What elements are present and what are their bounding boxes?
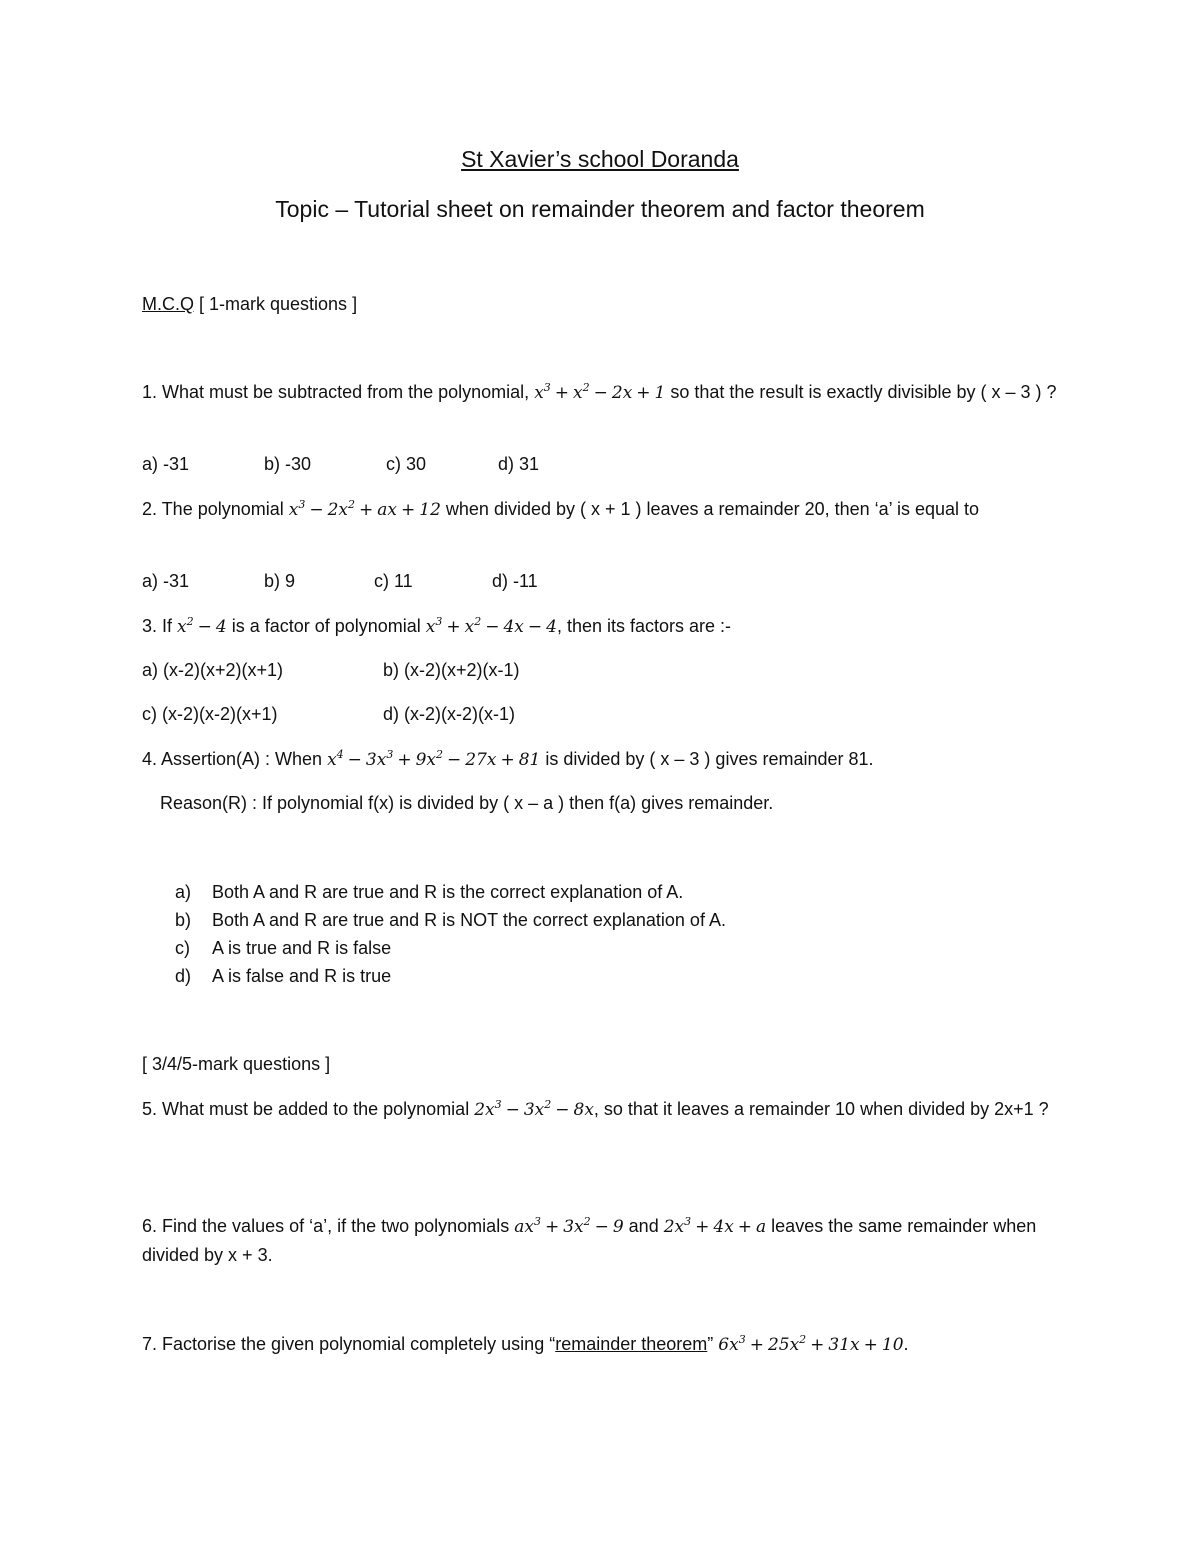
q3-factor: $x^2 - 4$ [177, 615, 227, 637]
q4-option-a-text: Both A and R are true and R is the correct explanation of A. [212, 882, 684, 902]
q4-reason: Reason(R) : If polynomial f(x) is divided by ( x – a ) then f(a) gives remainder. [160, 793, 774, 813]
q6-text-mid: and [623, 1216, 664, 1236]
q2-options [142, 567, 1042, 595]
mcq-marks: [ 1-mark questions ] [194, 294, 358, 314]
q3-option-d: d) (x-2)(x-2)(x-1) [383, 704, 515, 724]
q7-polynomial: $6x^3 + 25x^2 + 31x + 10$ [718, 1333, 904, 1355]
long-questions-heading: [ 3/4/5-mark questions ] [142, 1054, 331, 1074]
question-4 [142, 745, 1062, 774]
q1-option-a: a) -31 [142, 454, 190, 474]
question-7 [142, 1330, 1062, 1359]
q3-option-b: b) (x-2)(x+2)(x-1) [383, 660, 520, 680]
q4-option-c-text: A is true and R is false [212, 938, 392, 958]
q3-option-a: a) (x-2)(x+2)(x+1) [142, 660, 284, 680]
q6-text-post: leaves the same remainder when divided by x + 3. [142, 1216, 1037, 1265]
q6-polynomial-2: $2x^3 + 4x + a$ [663, 1215, 767, 1237]
question-6 [142, 1212, 1062, 1269]
q4-polynomial: $x^4 - 3x^3 + 9x^2 - 27x + 81$ [327, 748, 541, 770]
q4-option-b-label: b) [175, 910, 192, 930]
q4-option-d-label: d) [175, 966, 192, 986]
q7-text-mid: ” [707, 1334, 719, 1354]
q3-text-pre: 3. If [142, 616, 178, 636]
q1-text-post: so that the result is exactly divisible by ( x – 3 ) ? [670, 382, 1057, 402]
q3-text-post: , then its factors are :- [556, 616, 732, 636]
q1-option-c: c) 30 [386, 454, 427, 474]
q2-text-pre: 2. The polynomial [142, 499, 289, 519]
q2-option-a: a) -31 [142, 571, 190, 591]
question-3 [142, 612, 1062, 641]
mcq-label: M.C.Q [142, 294, 194, 314]
q3-options-row-1 [142, 656, 1042, 684]
q4-option-a-label: a) [175, 882, 192, 902]
q2-polynomial: $x^3 - 2x^2$ + ax + 12 [288, 498, 441, 520]
q1-text-pre: 1. What must be subtracted from the polynomial, [142, 382, 535, 402]
q2-option-b: b) 9 [264, 571, 296, 591]
q2-text-post: when divided by ( x + 1 ) leaves a remainder 20, then ‘a’ is equal to [445, 499, 980, 519]
q3-option-c: c) (x-2)(x-2)(x+1) [142, 704, 278, 724]
q1-options [142, 450, 1042, 478]
q4-option-b-text: Both A and R are true and R is NOT the correct explanation of A. [212, 910, 726, 930]
q3-polynomial: $x^3 + x^2 - 4x - 4$ [425, 615, 557, 637]
q4-option-c-label: c) [175, 938, 190, 958]
q5-text-post: , so that it leaves a remainder 10 when divided by 2x+1 ? [593, 1099, 1049, 1119]
q4-option-d [175, 962, 975, 990]
q1-option-d: d) 31 [498, 454, 540, 474]
q1-option-b: b) -30 [264, 454, 312, 474]
q4-option-b [175, 906, 975, 934]
school-name: St Xavier’s school Doranda [461, 146, 739, 172]
q6-polynomial-1: $ax^3 + 3x^2 - 9$ [514, 1215, 624, 1237]
q4-text-pre: 4. Assertion(A) : When [142, 749, 328, 769]
q6-text-pre: 6. Find the values of ‘a’, if the two polynomials [142, 1216, 515, 1236]
q1-polynomial: $x^3 + x^2 - 2x + 1$ [534, 381, 666, 403]
mcq-heading [142, 290, 1062, 318]
q2-option-d: d) -11 [492, 571, 538, 591]
q5-polynomial: $2x^3 - 3x^2 - 8x$ [474, 1098, 594, 1120]
question-5 [142, 1095, 1062, 1124]
q7-text-post: . [903, 1334, 909, 1354]
question-2 [142, 495, 1062, 524]
question-1 [142, 378, 1062, 407]
q5-text-pre: 5. What must be added to the polynomial [142, 1099, 475, 1119]
q4-option-d-text: A is false and R is true [212, 966, 392, 986]
topic-title: Topic – Tutorial sheet on remainder theorem and factor theorem [275, 196, 925, 222]
q2-option-c: c) 11 [374, 571, 413, 591]
q4-option-c [175, 934, 975, 962]
q4-option-a [175, 878, 975, 906]
q3-options-row-2 [142, 700, 1042, 728]
q4-text-post: is divided by ( x – 3 ) gives remainder 81. [540, 749, 874, 769]
q3-text-mid: is a factor of polynomial [231, 616, 426, 636]
school-title [0, 146, 1200, 173]
q7-remainder-theorem: remainder theorem [555, 1334, 708, 1354]
q7-text-pre: 7. Factorise the given polynomial completely using “ [142, 1334, 556, 1354]
